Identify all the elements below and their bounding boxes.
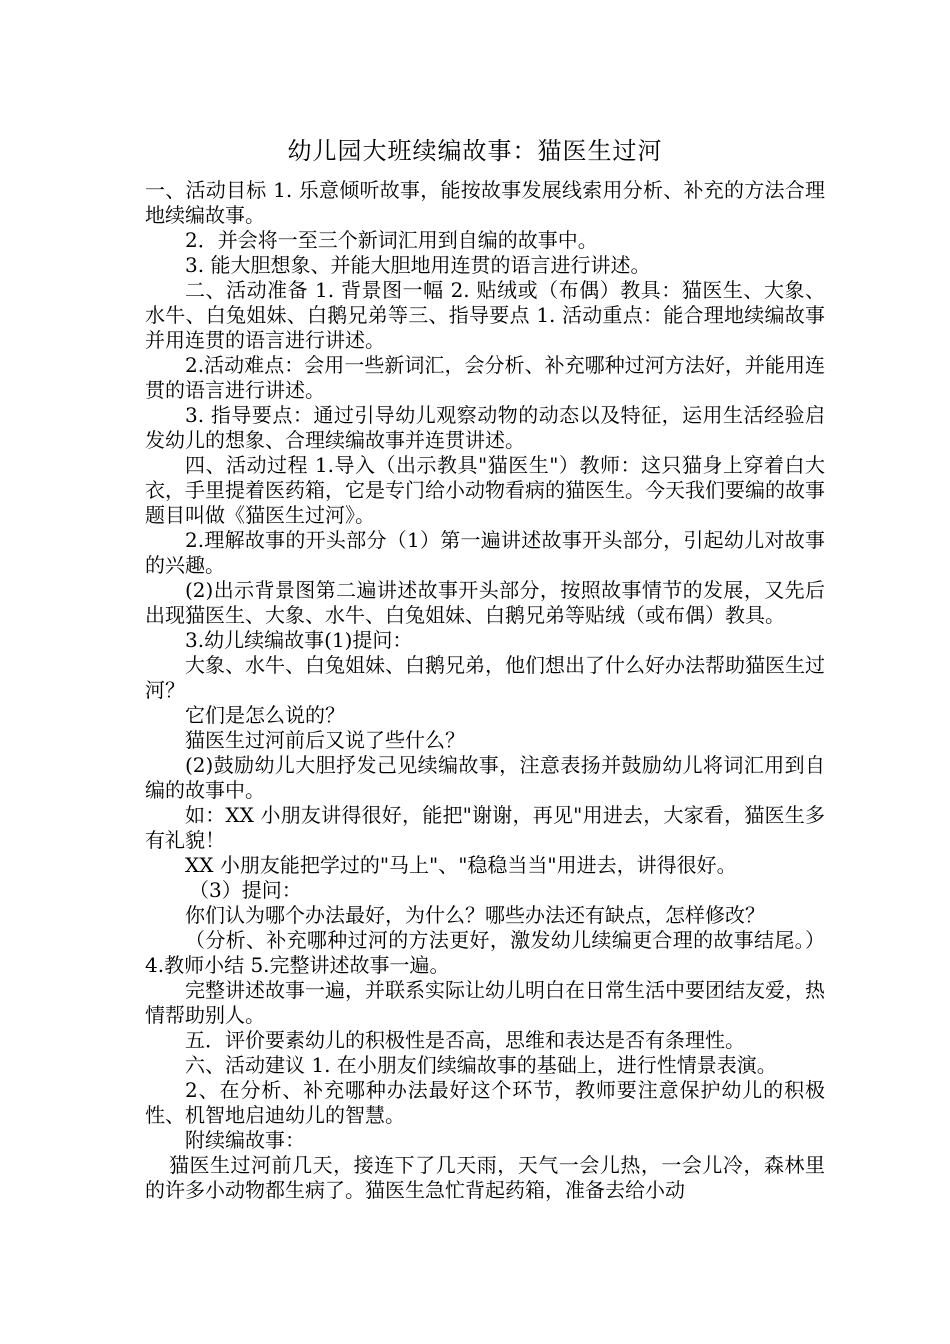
paragraph: （3）提问： bbox=[189, 878, 302, 902]
paragraph: 2.活动难点：会用一些新词汇，会分析、补充哪种过河方法好，并能用连贯的语言进行讲述。 bbox=[145, 353, 825, 402]
paragraph: 猫医生过河前几天，接连下了几天雨，天气一会儿热，一会儿冷，森林里的许多小动物都生病了。猫医生急忙背起药箱，准备去给小动 bbox=[145, 1153, 825, 1202]
paragraph: 猫医生过河前后又说了些什么？ bbox=[185, 728, 465, 752]
document-title: 幼儿园大班续编故事：猫医生过河 bbox=[287, 137, 663, 165]
paragraph: XX 小朋友能把学过的"马上"、"稳稳当当"用进去，讲得很好。 bbox=[185, 853, 737, 877]
paragraph: 3.幼儿续编故事(1)提问： bbox=[185, 628, 413, 652]
paragraph: 二、活动准备 1. 背景图一幅 2. 贴绒或（布偶）教具：猫医生、大象、水牛、白兔姐妹、白鹅兄弟等三、指导要点 1. 活动重点：能合理地续编故事并用连贯的语言进行讲述。 bbox=[145, 278, 825, 352]
paragraph: 大象、水牛、白兔姐妹、白鹅兄弟，他们想出了什么好办法帮助猫医生过河？ bbox=[145, 653, 825, 702]
paragraph: 五．评价要素幼儿的积极性是否高，思维和表达是否有条理性。 bbox=[185, 1028, 745, 1052]
paragraph: 它们是怎么说的？ bbox=[185, 703, 345, 727]
paragraph: 四、活动过程 1.导入（出示教具"猫医生"）教师：这只猫身上穿着白大衣，手里提着医药箱，它是专门给小动物看病的猫医生。今天我们要编的故事题目叫做《猫医生过河》。 bbox=[145, 453, 825, 527]
document-body bbox=[145, 178, 825, 1203]
paragraph: 如：XX 小朋友讲得很好，能把"谢谢，再见"用进去，大家看，猫医生多有礼貌！ bbox=[145, 803, 825, 852]
paragraph: 2.理解故事的开头部分（1）第一遍讲述故事开头部分，引起幼儿对故事的兴趣。 bbox=[145, 528, 825, 577]
paragraph: 六、活动建议 1. 在小朋友们续编故事的基础上，进行性情景表演。 bbox=[185, 1053, 777, 1077]
paragraph: (2)鼓励幼儿大胆抒发己见续编故事，注意表扬并鼓励幼儿将词汇用到自编的故事中。 bbox=[145, 753, 825, 802]
paragraph: 3. 指导要点：通过引导幼儿观察动物的动态以及特征，运用生活经验启发幼儿的想象、合理续编故事并连贯讲述。 bbox=[145, 403, 825, 452]
paragraph: 你们认为哪个办法最好，为什么？哪些办法还有缺点，怎样修改？ bbox=[185, 903, 765, 927]
paragraph: 完整讲述故事一遍，并联系实际让幼儿明白在日常生活中要团结友爱，热情帮助别人。 bbox=[145, 978, 825, 1027]
paragraph: 2．并会将一至三个新词汇用到自编的故事中。 bbox=[185, 228, 598, 252]
paragraph: 附续编故事： bbox=[185, 1128, 305, 1152]
paragraph: 3. 能大胆想象、并能大胆地用连贯的语言进行讲述。 bbox=[185, 253, 651, 277]
paragraph: 一、活动目标 1. 乐意倾听故事，能按故事发展线索用分析、补充的方法合理地续编故事。 bbox=[145, 178, 825, 227]
paragraph: （分析、补充哪种过河的方法更好，激发幼儿续编更合理的故事结尾。）4.教师小结 5.完整讲述故事一遍。 bbox=[145, 928, 825, 977]
paragraph: (2)出示背景图第二遍讲述故事开头部分，按照故事情节的发展，又先后出现猫医生、大象、水牛、白兔姐妹、白鹅兄弟等贴绒（或布偶）教具。 bbox=[145, 578, 825, 627]
paragraph: 2、在分析、补充哪种办法最好这个环节，教师要注意保护幼儿的积极性、机智地启迪幼儿的智慧。 bbox=[145, 1078, 825, 1127]
